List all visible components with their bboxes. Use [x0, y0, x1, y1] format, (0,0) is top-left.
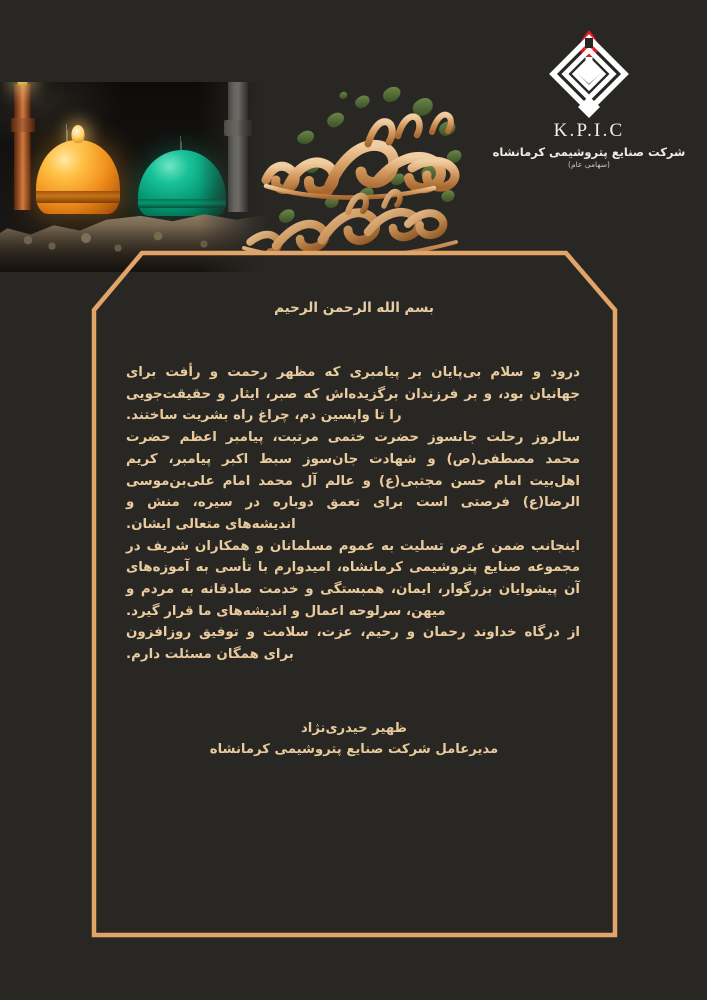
kpic-logo-block: [489, 26, 689, 169]
signature-block: [118, 718, 590, 761]
letter-paragraph: اینجانب ضمن عرض تسلیت به عموم مسلمانان و همکاران شریف در مجموعه صنایع پتروشیمی کرمانشاه، امیدوارم با تأسی به آموزه‌های آن پیشوایان بزرگوار، ایمان، همبستگی و خدمت صادقانه به مردم و میهن، سرلوحه اعمال و اندیشه‌های ما قرار گیرد.: [126, 538, 580, 619]
green-dome-icon: [138, 150, 226, 216]
signatory-role: مدیرعامل شرکت صنایع پتروشیمی کرمانشاه: [209, 742, 499, 758]
letter-paragraph: درود و سلام بی‌پایان بر پیامبری که مظهر رحمت و رأفت برای جهانیان بود، و بر فرزندان برگزیده‌اش که صبر، ایثار و حقیقت‌جویی را تا واپسین دم، چراغ راه بشریت ساختند.: [126, 365, 580, 424]
letter-content: [96, 300, 612, 761]
logo-acronym: K.P.I.C: [553, 120, 625, 141]
basmala-line: بسم الله الرحمن الرحیم: [274, 300, 434, 316]
logo-entity-type: (سهامی عام): [568, 160, 610, 169]
brick-minaret-icon: [14, 84, 31, 210]
letter-body: [118, 362, 590, 666]
kpic-diamond-maze-flame-logo: [489, 26, 689, 118]
letter-paragraph: سالروز رحلت جانسوز حضرت ختمی مرتبت، پیامبر اعظم حضرت محمد مصطفی(ص) و شهادت جان‌سوز سبط اکبر پیامبر، کریم اهل‌بیت امام حسن مجتبی(ع) و عالم آل محمد امام علی‌بن‌موسی الرضا(ع) فرصتی است برای تعمق دوباره در سیره، منش و اندیشه‌های متعالی ایشان.: [126, 430, 580, 532]
mosque-scene-image: [0, 82, 268, 272]
letter-paragraph: از درگاه خداوند رحمان و رحیم، عزت، سلامت و توفیق روزافزون برای همگان مسئلت دارم.: [126, 625, 580, 663]
signatory-name: ظهیر حیدری‌نژاد: [301, 720, 407, 736]
golden-dome-icon: [36, 140, 120, 214]
calligraphy-artwork: [236, 74, 486, 254]
header-banner: [0, 0, 707, 272]
logo-company-name: شرکت صنایع پتروشیمی کرمانشاه: [492, 145, 686, 159]
